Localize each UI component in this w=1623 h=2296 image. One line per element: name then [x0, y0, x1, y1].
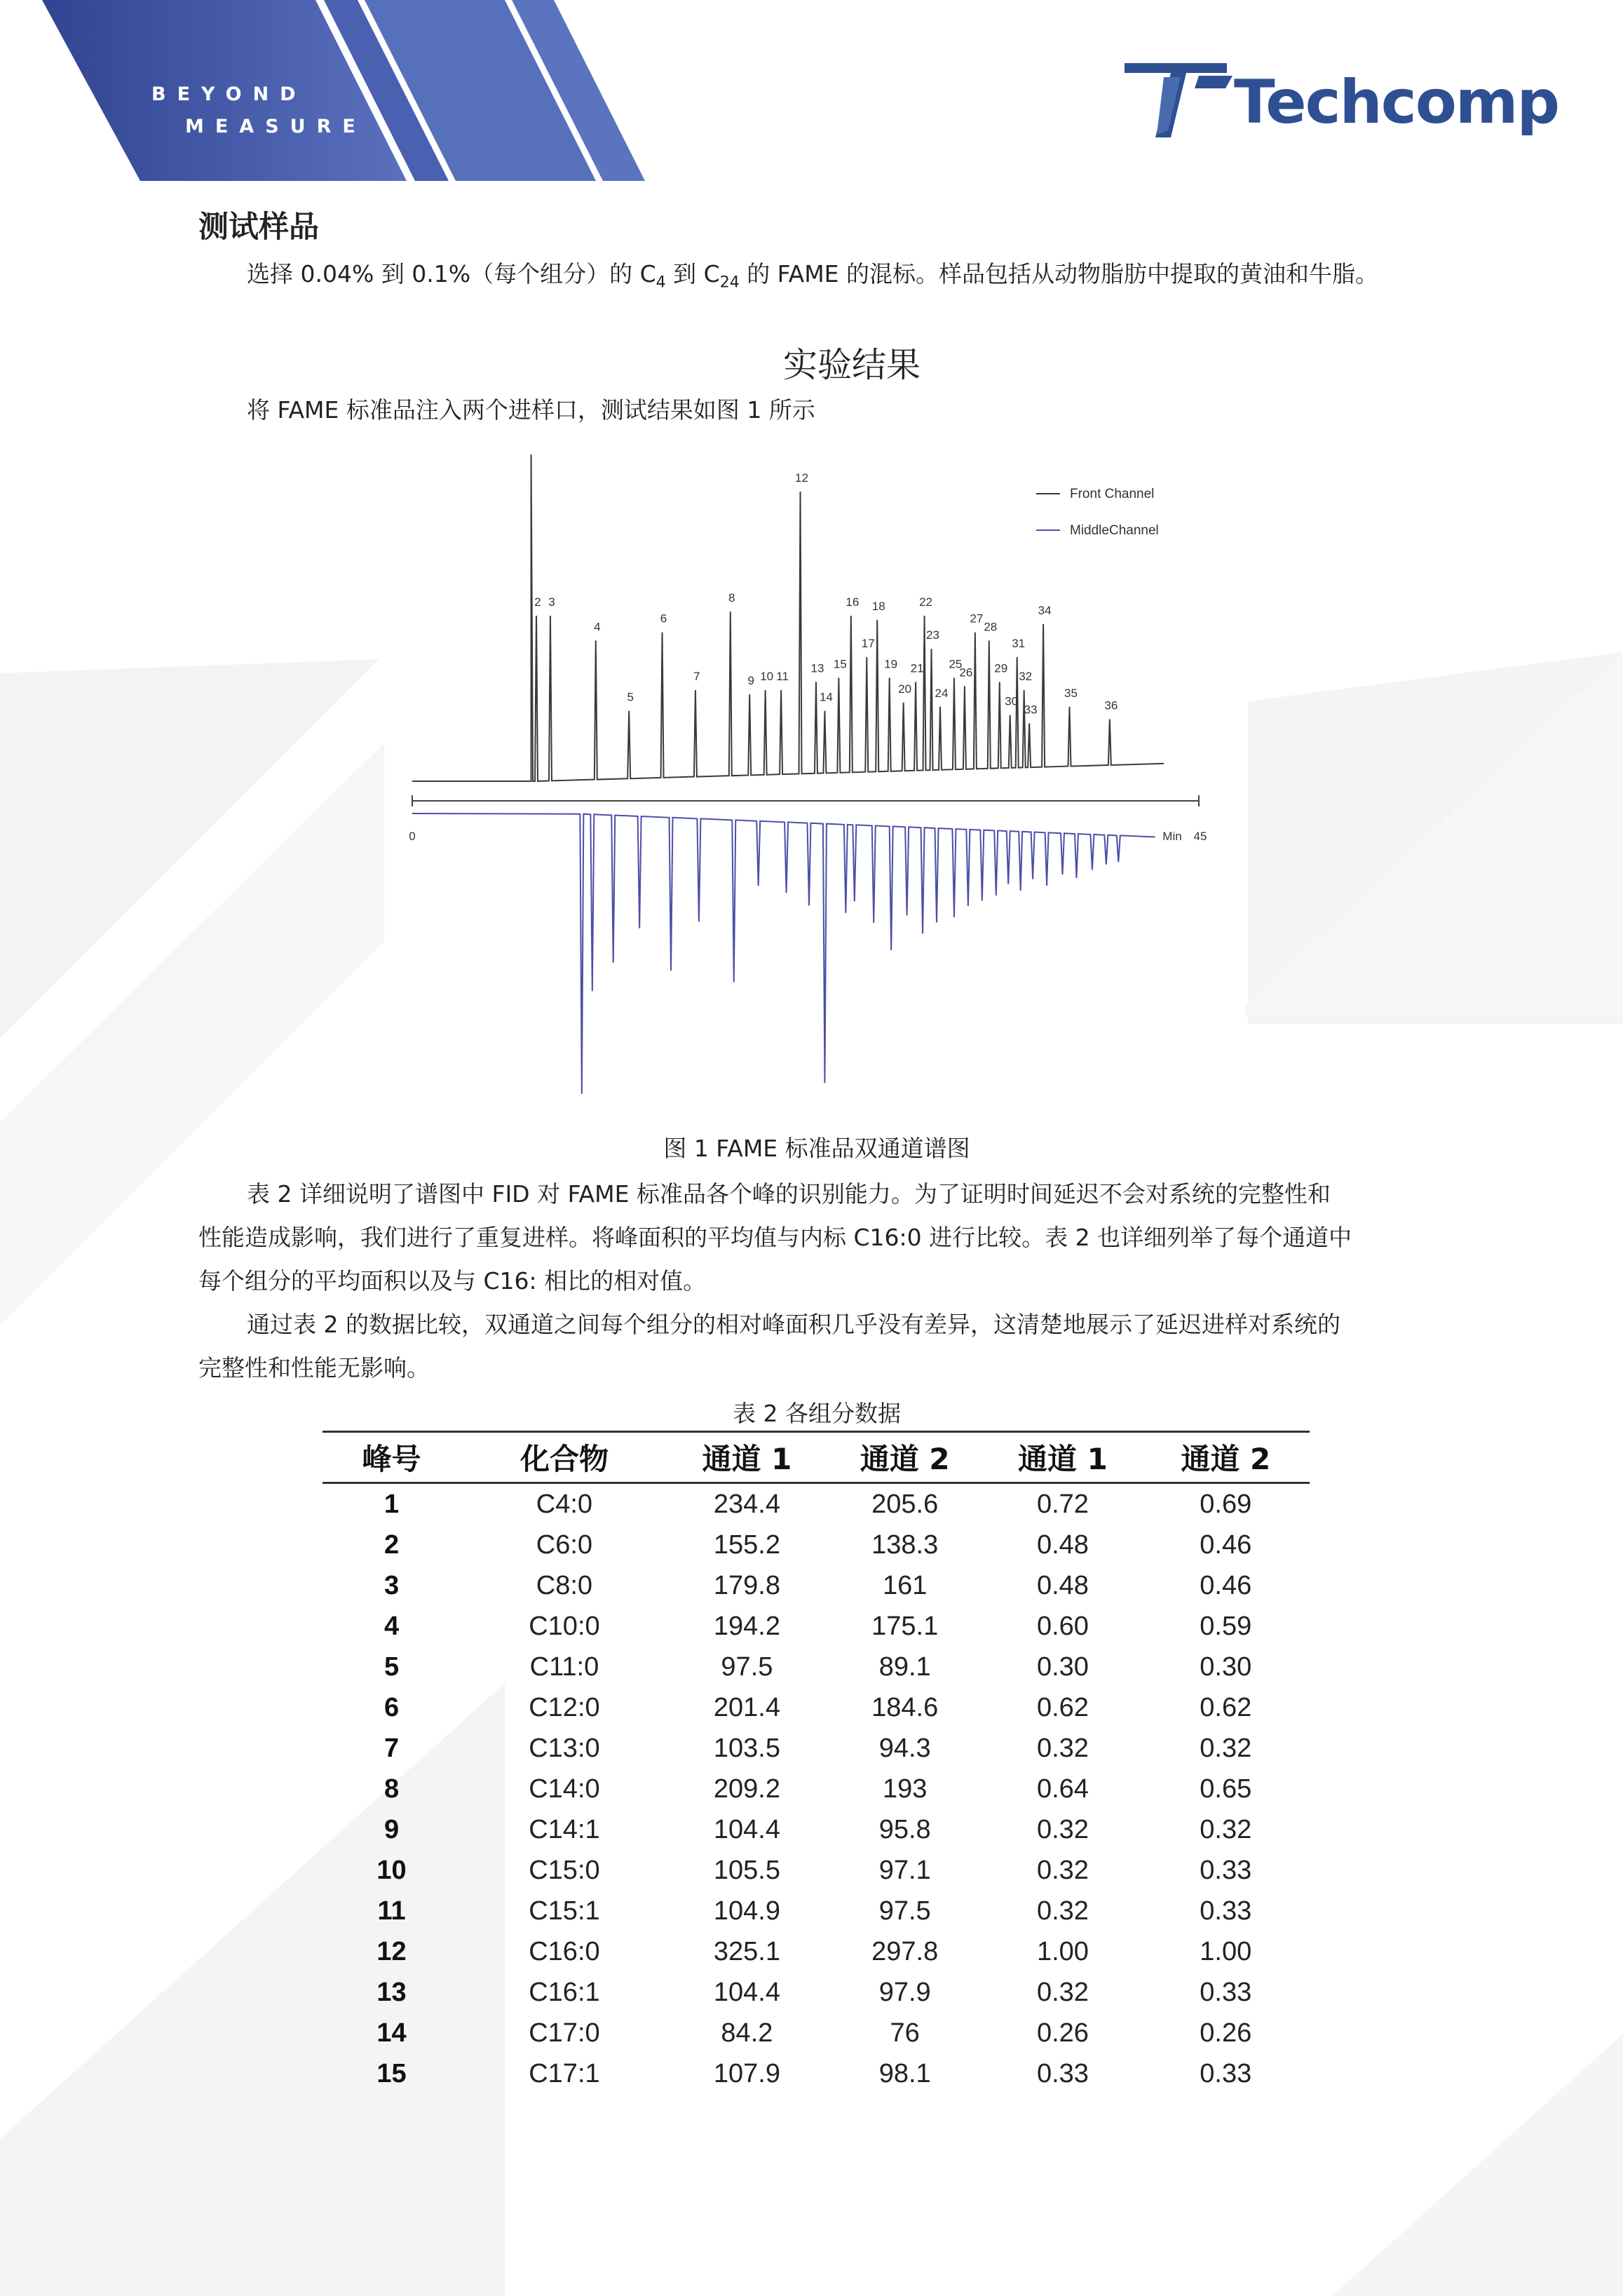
cell-channel2-area: 175.1	[871, 1611, 939, 1641]
cell-channel2-area: 97.5	[878, 1896, 931, 1926]
table-row	[322, 1931, 1310, 1972]
cell-peak-no: 9	[383, 1814, 400, 1844]
cell-compound: C10:0	[529, 1611, 600, 1641]
header-peak-no: 峰号	[322, 1432, 461, 1483]
cell-channel1-area: 194.2	[713, 1611, 780, 1641]
peak-label: 15	[833, 657, 847, 671]
peak-label: 34	[1038, 603, 1052, 617]
table-body	[322, 1483, 1310, 2095]
cell-channel2-relative: 0.32	[1200, 1733, 1252, 1763]
chromatogram-chart	[384, 431, 1245, 1129]
peak-label: 13	[810, 661, 824, 675]
cell-channel1-area: 209.2	[713, 1774, 780, 1804]
header-channel1-relative: 通道 1	[984, 1432, 1141, 1483]
peak-label: 8	[728, 591, 735, 605]
sample-text-3: 的 FAME 的混标。样品包括从动物脂肪中提取的黄油和牛脂。	[739, 260, 1379, 288]
peak-label: 9	[747, 674, 754, 688]
peak-label: 17	[861, 637, 875, 650]
sample-text-2: 到 C	[665, 260, 720, 288]
table-caption: 表 2 各组分数据	[733, 1400, 901, 1427]
table-row	[322, 1809, 1310, 1850]
component-data-table	[322, 1431, 1310, 2094]
cell-compound: C12:0	[529, 1692, 600, 1722]
cell-channel1-area: 104.4	[713, 1814, 780, 1844]
cell-channel1-relative: 0.32	[1036, 1733, 1089, 1763]
cell-channel2-area: 205.6	[871, 1489, 939, 1519]
peak-label: 29	[994, 661, 1008, 675]
table-row	[322, 1687, 1310, 1728]
cell-compound: C15:1	[529, 1896, 600, 1926]
peak-label: 7	[693, 670, 700, 684]
cell-channel1-area: 105.5	[713, 1855, 780, 1885]
cell-compound: C17:0	[529, 2018, 600, 2048]
x-tick-label: 0	[409, 830, 416, 843]
table-row	[322, 2053, 1310, 2094]
c24-subscript: 24	[719, 274, 740, 292]
cell-peak-no: 1	[383, 1489, 400, 1519]
cell-channel1-area: 155.2	[713, 1529, 780, 1560]
peak-label: 20	[898, 682, 912, 696]
logo-text: Techcomp	[1234, 67, 1559, 137]
cell-peak-no: 4	[383, 1611, 400, 1641]
cell-compound: C17:1	[529, 2058, 600, 2088]
cell-channel2-relative: 0.33	[1200, 1896, 1252, 1926]
table-row	[322, 1606, 1310, 1647]
table-row	[322, 1891, 1310, 1931]
table-header-row	[322, 1432, 1310, 1483]
cell-channel1-area: 179.8	[713, 1570, 780, 1600]
peak-label: 32	[1019, 670, 1033, 684]
cell-peak-no: 8	[383, 1774, 400, 1804]
cell-channel1-relative: 1.00	[1036, 1936, 1089, 1966]
cell-peak-no: 7	[383, 1733, 400, 1763]
para1-line1: 表 2 详细说明了谱图中 FID 对 FAME 标准品各个峰的识别能力。为了证明时间延迟不会对系统的完整性和	[247, 1180, 1331, 1208]
cell-channel1-area: 104.4	[713, 1977, 780, 2007]
cell-channel1-relative: 0.62	[1036, 1692, 1089, 1722]
results-intro: 将 FAME 标准品注入两个进样口，测试结果如图 1 所示	[247, 396, 815, 424]
cell-channel1-relative: 0.26	[1036, 2018, 1089, 2048]
cell-channel1-area: 104.9	[713, 1896, 780, 1926]
cell-channel1-area: 103.5	[713, 1733, 780, 1763]
cell-channel2-relative: 0.30	[1200, 1652, 1252, 1682]
cell-channel2-relative: 0.69	[1200, 1489, 1252, 1519]
cell-channel1-area: 84.2	[721, 2018, 773, 2048]
peak-label: 19	[884, 657, 898, 671]
peak-label: 2	[534, 595, 541, 609]
table-row	[322, 2013, 1310, 2053]
peak-label: 18	[871, 599, 885, 613]
cell-peak-no: 12	[376, 1936, 407, 1966]
cell-channel1-relative: 0.33	[1036, 2058, 1089, 2088]
peak-label: 6	[660, 612, 667, 626]
cell-channel2-area: 97.9	[878, 1977, 931, 2007]
cell-channel2-relative: 0.59	[1200, 1611, 1252, 1641]
peak-label: 16	[846, 595, 860, 609]
cell-channel2-relative: 0.26	[1200, 2018, 1252, 2048]
cell-channel2-area: 97.1	[878, 1855, 931, 1885]
figure-caption: 图 1 FAME 标准品双通道谱图	[663, 1135, 970, 1162]
cell-channel2-area: 297.8	[871, 1936, 939, 1966]
peak-label: 30	[1005, 694, 1019, 708]
x-unit-label: Min	[1162, 830, 1182, 843]
cell-compound: C11:0	[529, 1652, 599, 1682]
sample-text-1: 选择 0.04% 到 0.1%（每个组分）的 C	[247, 260, 656, 288]
header-channel2-relative: 通道 2	[1142, 1432, 1310, 1483]
section-title-sample: 测试样品	[198, 210, 319, 245]
peak-label: 36	[1104, 698, 1118, 713]
tagline-line1: BEYOND	[151, 83, 307, 105]
cell-channel2-relative: 0.33	[1200, 1977, 1252, 2007]
peak-label: 12	[795, 471, 808, 485]
cell-peak-no: 10	[376, 1855, 407, 1885]
peak-label: 25	[949, 657, 963, 671]
cell-channel2-relative: 0.46	[1200, 1570, 1252, 1600]
table-row	[322, 1647, 1310, 1687]
peak-label: 31	[1012, 637, 1026, 650]
cell-channel1-relative: 0.48	[1036, 1570, 1089, 1600]
cell-compound: C14:0	[529, 1774, 600, 1804]
peak-label: 5	[627, 690, 634, 704]
table-row	[322, 1850, 1310, 1891]
para1-line3: 每个组分的平均面积以及与 C16: 相比的相对值。	[198, 1267, 707, 1295]
cell-peak-no: 13	[376, 1977, 407, 2007]
cell-compound: C4:0	[536, 1489, 593, 1519]
cell-peak-no: 5	[383, 1652, 400, 1682]
header-channel1-area: 通道 1	[668, 1432, 826, 1483]
tagline-line2: MEASURE	[185, 116, 367, 137]
cell-channel1-area: 325.1	[713, 1936, 780, 1966]
cell-channel2-relative: 0.65	[1200, 1774, 1252, 1804]
section-title-results: 实验结果	[782, 345, 921, 385]
cell-channel2-area: 76	[890, 2018, 920, 2048]
cell-channel2-relative: 0.33	[1200, 2058, 1252, 2088]
cell-channel2-area: 95.8	[878, 1814, 931, 1844]
header-channel2-area: 通道 2	[826, 1432, 984, 1483]
cell-channel2-relative: 1.00	[1200, 1936, 1252, 1966]
cell-compound: C15:0	[529, 1855, 600, 1885]
para2-line2: 完整性和性能无影响。	[198, 1354, 430, 1382]
cell-compound: C16:1	[529, 1977, 600, 2007]
cell-peak-no: 11	[377, 1896, 406, 1926]
cell-compound: C14:1	[529, 1814, 600, 1844]
cell-compound: C16:0	[529, 1936, 600, 1966]
peak-label: 33	[1024, 703, 1038, 717]
peak-label: 35	[1064, 686, 1078, 700]
x-tick-label: 45	[1193, 830, 1207, 843]
cell-channel2-area: 193	[882, 1774, 928, 1804]
cell-channel2-relative: 0.62	[1200, 1692, 1252, 1722]
peak-label: 23	[926, 628, 939, 642]
cell-channel1-relative: 0.32	[1036, 1855, 1089, 1885]
table-row	[322, 1769, 1310, 1809]
c4-subscript: 4	[656, 274, 666, 292]
peak-label: 4	[594, 620, 601, 634]
cell-channel1-relative: 0.48	[1036, 1529, 1089, 1560]
cell-channel1-area: 97.5	[721, 1652, 773, 1682]
cell-compound: C13:0	[529, 1733, 600, 1763]
peak-label: 22	[919, 595, 933, 609]
cell-peak-no: 6	[383, 1692, 400, 1722]
cell-channel1-area: 234.4	[713, 1489, 780, 1519]
cell-channel2-area: 161	[882, 1570, 928, 1600]
table-row	[322, 1565, 1310, 1606]
cell-peak-no: 14	[376, 2018, 407, 2048]
middle-channel-trace	[412, 813, 1155, 1094]
chromatogram-figure	[384, 431, 1245, 1129]
peak-label: 26	[959, 666, 973, 680]
legend-label: Front Channel	[1070, 487, 1155, 501]
cell-compound: C6:0	[536, 1529, 593, 1560]
cell-channel1-relative: 0.32	[1036, 1977, 1089, 2007]
cell-compound: C8:0	[536, 1570, 593, 1600]
cell-channel1-relative: 0.72	[1036, 1489, 1089, 1519]
legend-label: MiddleChannel	[1070, 523, 1159, 538]
cell-channel2-area: 138.3	[871, 1529, 939, 1560]
peak-label: 28	[984, 620, 998, 634]
cell-channel2-area: 184.6	[871, 1692, 939, 1722]
peak-label: 11	[776, 670, 789, 684]
para2-line1: 通过表 2 的数据比较，双通道之间每个组分的相对峰面积几乎没有差异，这清楚地展示了延迟进样对系统的	[247, 1311, 1340, 1338]
table-row	[322, 1483, 1310, 1525]
cell-peak-no: 3	[383, 1570, 400, 1600]
cell-peak-no: 15	[376, 2058, 407, 2088]
cell-channel1-relative: 0.60	[1036, 1611, 1089, 1641]
cell-channel2-relative: 0.33	[1200, 1855, 1252, 1885]
cell-channel2-area: 89.1	[878, 1652, 931, 1682]
table-row	[322, 1728, 1310, 1769]
peak-label: 21	[910, 661, 924, 675]
cell-channel1-relative: 0.32	[1036, 1814, 1089, 1844]
para1-line2: 性能造成影响，我们进行了重复进样。将峰面积的平均值与内标 C16:0 进行比较。表 2 也详细列举了每个通道中	[198, 1224, 1352, 1251]
table-row	[322, 1525, 1310, 1565]
peak-label: 10	[760, 670, 774, 684]
peak-label: 3	[548, 595, 555, 609]
header-compound: 化合物	[461, 1432, 668, 1483]
cell-channel1-relative: 0.30	[1036, 1652, 1089, 1682]
sample-description	[247, 252, 1378, 305]
cell-channel2-area: 98.1	[878, 2058, 931, 2088]
cell-channel2-relative: 0.32	[1200, 1814, 1252, 1844]
cell-channel1-area: 201.4	[713, 1692, 780, 1722]
cell-peak-no: 2	[383, 1529, 400, 1560]
peak-label: 24	[935, 686, 949, 700]
peak-label: 27	[970, 612, 984, 626]
cell-channel2-area: 94.3	[878, 1733, 931, 1763]
peak-label: 14	[819, 690, 833, 704]
table-row	[322, 1972, 1310, 2013]
cell-channel1-relative: 0.64	[1036, 1774, 1089, 1804]
cell-channel1-relative: 0.32	[1036, 1896, 1089, 1926]
front-channel-trace	[412, 454, 1164, 781]
cell-channel2-relative: 0.46	[1200, 1529, 1252, 1560]
cell-channel1-area: 107.9	[713, 2058, 780, 2088]
